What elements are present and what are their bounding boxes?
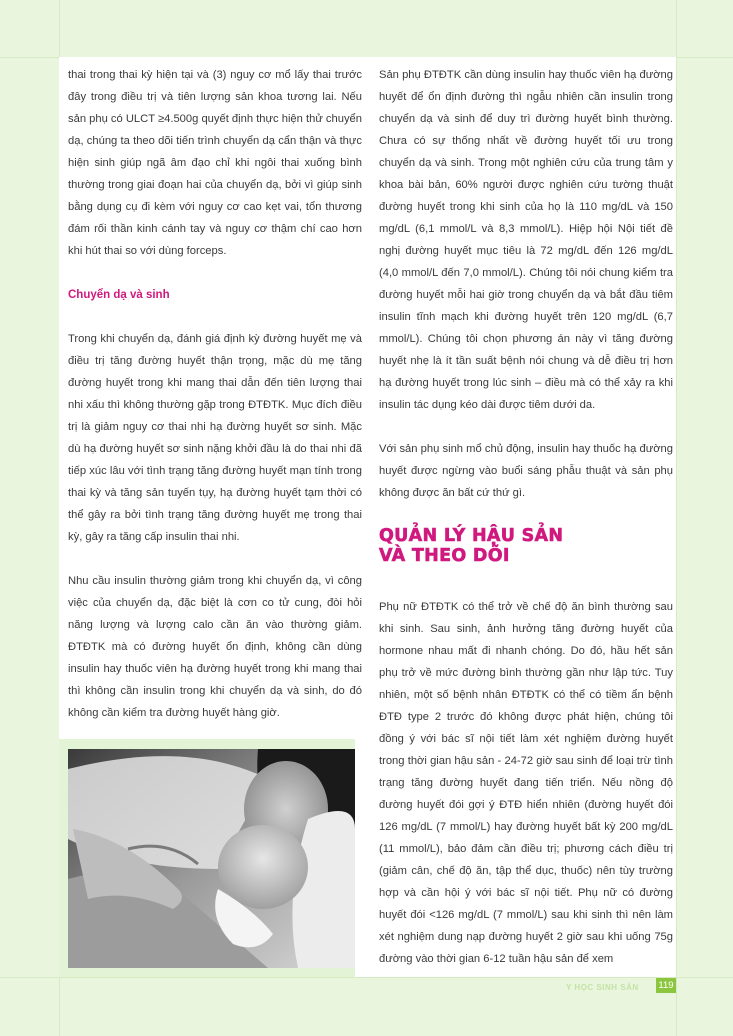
journal-name: Y HỌC SINH SẢN: [566, 983, 639, 992]
page-number: 119: [656, 978, 676, 993]
section-title: [379, 526, 673, 566]
left-column: [68, 64, 362, 746]
section-title-line-1: QUẢN LÝ HẬU SẢN: [379, 526, 564, 546]
mother-baby-photo: [68, 749, 355, 968]
photo-panel: [59, 739, 355, 977]
section-title-line-2: VÀ THEO DÕI: [379, 546, 510, 566]
subheading-labor-delivery: Chuyển dạ và sinh: [68, 289, 170, 301]
left-paragraph-2: Trong khi chuyển dạ, đánh giá định kỳ đường huyết mẹ và điều trị tăng đường huyết thận trọng, mặc dù mẹ tăng đường huyết trong khi mang thai dẫn đến tiên lượng thai nhi xấu thì không thường gặp trong ĐTĐTK. Mục đích điều trị là giảm nguy cơ thai nhi hạ đường huyết sơ sinh. Mặc dù hạ đường huyết sơ sinh nặng khởi đầu là do thai nhi đã tiếp xúc lâu với tình trạng tăng đường huyết mạn tính trong thai kỳ và tăng sản tuyến tụy, hạ đường huyết tạm thời có thể gây ra bởi tình trạng tăng đường huyết mẹ trong thai kỳ, gây ra tăng cấp insulin thai nhi.: [68, 333, 362, 543]
right-paragraph-1: Sản phụ ĐTĐTK cần dùng insulin hay thuốc viên hạ đường huyết để ổn định đường thì ngẫu nhiên cần insulin trong chuyển dạ và sinh để duy trì đường huyết bình thường. Chưa có sự thống nhất về đường huyết tối ưu trong chuyển dạ và sinh. Trong một nghiên cứu của trung tâm y khoa bài bản, 60% người được nghiên cứu tường thuật đường huyết trong khi sinh của họ là 110 mg/dL và 150 mg/dL (6,1 mmol/L và 8,3 mmol/L). Hiệp hội Nội tiết đề nghị đường huyết mục tiêu là 72 mg/dL đến 126 mg/dL (4,0 mmol/L đến 7,0 mmol/L). Chúng tôi nói chung kiểm tra đường huyết mỗi hai giờ trong chuyển dạ và bắt đầu tiêm insulin tĩnh mạch khi đường huyết trên 120 mg/dL (6,7 mmol/L). Chúng tôi chọn phương án này vì tăng đường huyết nhẹ là ít tần suất bệnh nói chung và dễ điều trị hơn hạ đường huyết trong lúc sinh – điều mà có thể xảy ra khi insulin tác dụng kéo dài được tiêm dưới da.: [379, 69, 673, 411]
right-column: [379, 64, 673, 992]
margin-guide-right: [676, 0, 677, 1036]
right-paragraph-3: Phụ nữ ĐTĐTK có thể trở về chế độ ăn bình thường sau khi sinh. Sau sinh, ảnh hưởng tăng đường huyết của hormone nhau mất đi nhanh chóng. Do đó, hầu hết sản phụ trở về mức đường bình thường gần như lập tức. Tuy nhiên, một số bệnh nhân ĐTĐTK có thể có tiềm ẩn bệnh ĐTĐ type 2 trước đó không được phát hiện, chúng tôi đồng ý với bác sĩ nội tiết làm xét nghiệm đường huyết trong thời gian hậu sản - 24-72 giờ sau sinh để loại trừ tình trạng tăng đường huyết đang tiến triển. Nếu nồng độ đường huyết đói gợi ý ĐTĐ hiển nhiên (đường huyết đói 126 mg/dL (7 mmol/L) hay đường huyết bất kỳ 200 mg/dL (11 mmol/L), bảo đảm cần điều trị; phương cách điều trị (giảm cân, chế độ ăn, tập thể dục, thuốc) nên tùy trường hợp và cần hội ý với bác sĩ nội tiết. Phụ nữ có đường huyết đói <126 mg/dL (7 mmol/L) sau khi sinh thì nên làm xét nghiệm dung nạp đường huyết 2 giờ sau khi uống 75g đường vào thời gian 6-12 tuần hậu sản để xem: [379, 601, 673, 965]
right-paragraph-2: Với sản phụ sinh mổ chủ động, insulin hay thuốc hạ đường huyết được ngừng vào buổi sáng phẫu thuật và sản phụ không được ăn bất cứ thứ gì.: [379, 443, 673, 499]
left-paragraph-1: thai trong thai kỳ hiện tại và (3) nguy cơ mổ lấy thai trước đây trong điều trị và tiên lượng sản khoa tương lai. Nếu sản phụ có ULCT ≥4.500g quyết định thực hiện thử chuyển dạ, chúng ta theo dõi tiến trình chuyển dạ cẩn thận và thực hiện sinh giúp ngã âm đạo chỉ khi ngôi thai xuống bình thường trong giai đoạn hai của chuyển dạ, bởi vì giúp sinh bằng dụng cụ đi kèm với nguy cơ cao kẹt vai, tổn thương đám rối thần kinh cánh tay và nguy cơ thậm chí cao hơn khi hút thai so với dùng forceps.: [68, 69, 362, 257]
left-paragraph-3: Nhu cầu insulin thường giảm trong khi chuyển dạ, vì công việc của chuyển dạ, đặc biệt là cơn co tử cung, đòi hỏi năng lượng và lượng calo cần ăn vào thường giảm. ĐTĐTK mà có đường huyết ổn định, không cần dùng insulin hay thuốc viên hạ đường huyết trong khi mang thai thì không cần insulin trong khi chuyển dạ và sinh, do đó không cần kiểm tra đường huyết hàng giờ.: [68, 575, 362, 719]
